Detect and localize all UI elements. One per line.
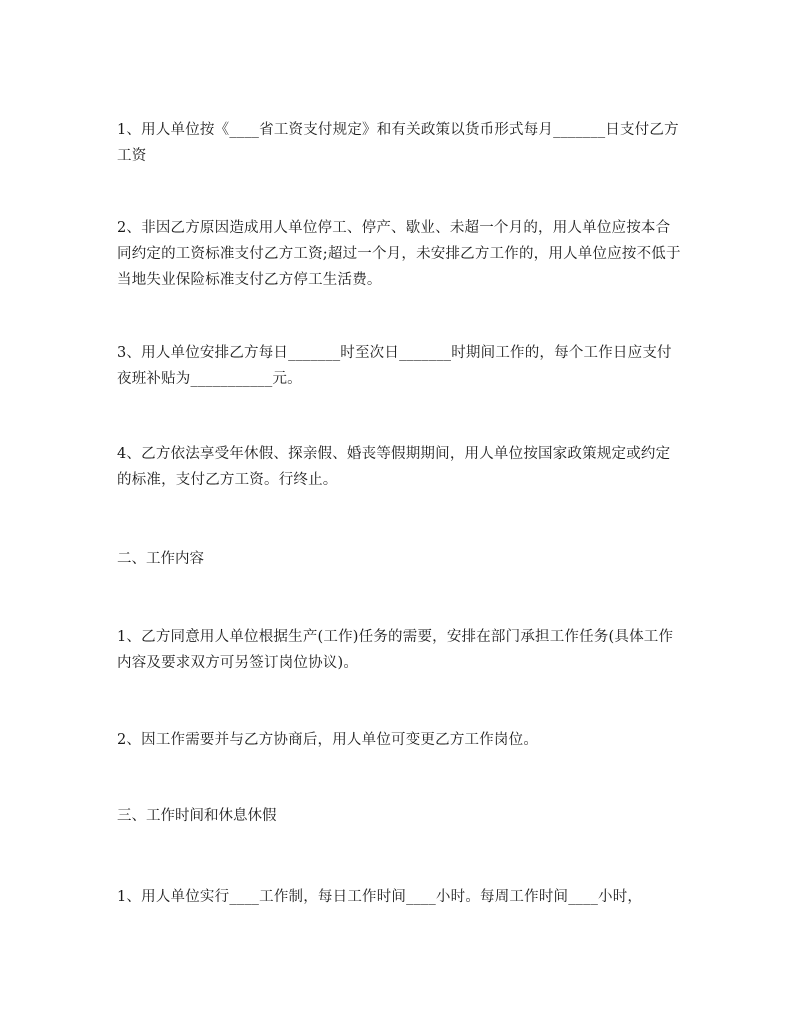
section-heading-work-hours-leave: 三、工作时间和休息休假 [117, 808, 277, 824]
paragraph-position-change: 2、因工作需要并与乙方协商后，用人单位可变更乙方工作岗位。 [117, 732, 539, 748]
paragraph-work-assignment: 1、乙方同意用人单位根据生产(工作)任务的需要，安排在部门承担工作任务(具体工作内容及要求双方可另签订岗位协议)。 [117, 629, 674, 671]
section-heading-work-content: 二、工作内容 [117, 551, 204, 567]
paragraph-work-hour-system: 1、用人单位实行____工作制，每日工作时间____小时。每周工作时间____小时， [117, 889, 643, 905]
paragraph-work-stoppage-wages: 2、非因乙方原因造成用人单位停工、停产、歇业、未超一个月的，用人单位应按本合同约定的工资标准支付乙方工资;超过一个月，未安排乙方工作的，用人单位应按不低于当地失业保险标准支付乙方停工生活费。 [117, 220, 681, 288]
paragraph-wage-payment-schedule: 1、用人单位按《____省工资支付规定》和有关政策以货币形式每月_______日支付乙方工资 [117, 122, 679, 164]
paragraph-holiday-wages: 4、乙方依法享受年休假、探亲假、婚丧等假期期间，用人单位按国家政策规定或约定的标准，支付乙方工资。行终止。 [117, 446, 671, 488]
paragraph-night-shift-allowance: 3、用人单位安排乙方每日_______时至次日_______时期间工作的，每个工作日应支付夜班补贴为___________元。 [117, 345, 672, 387]
